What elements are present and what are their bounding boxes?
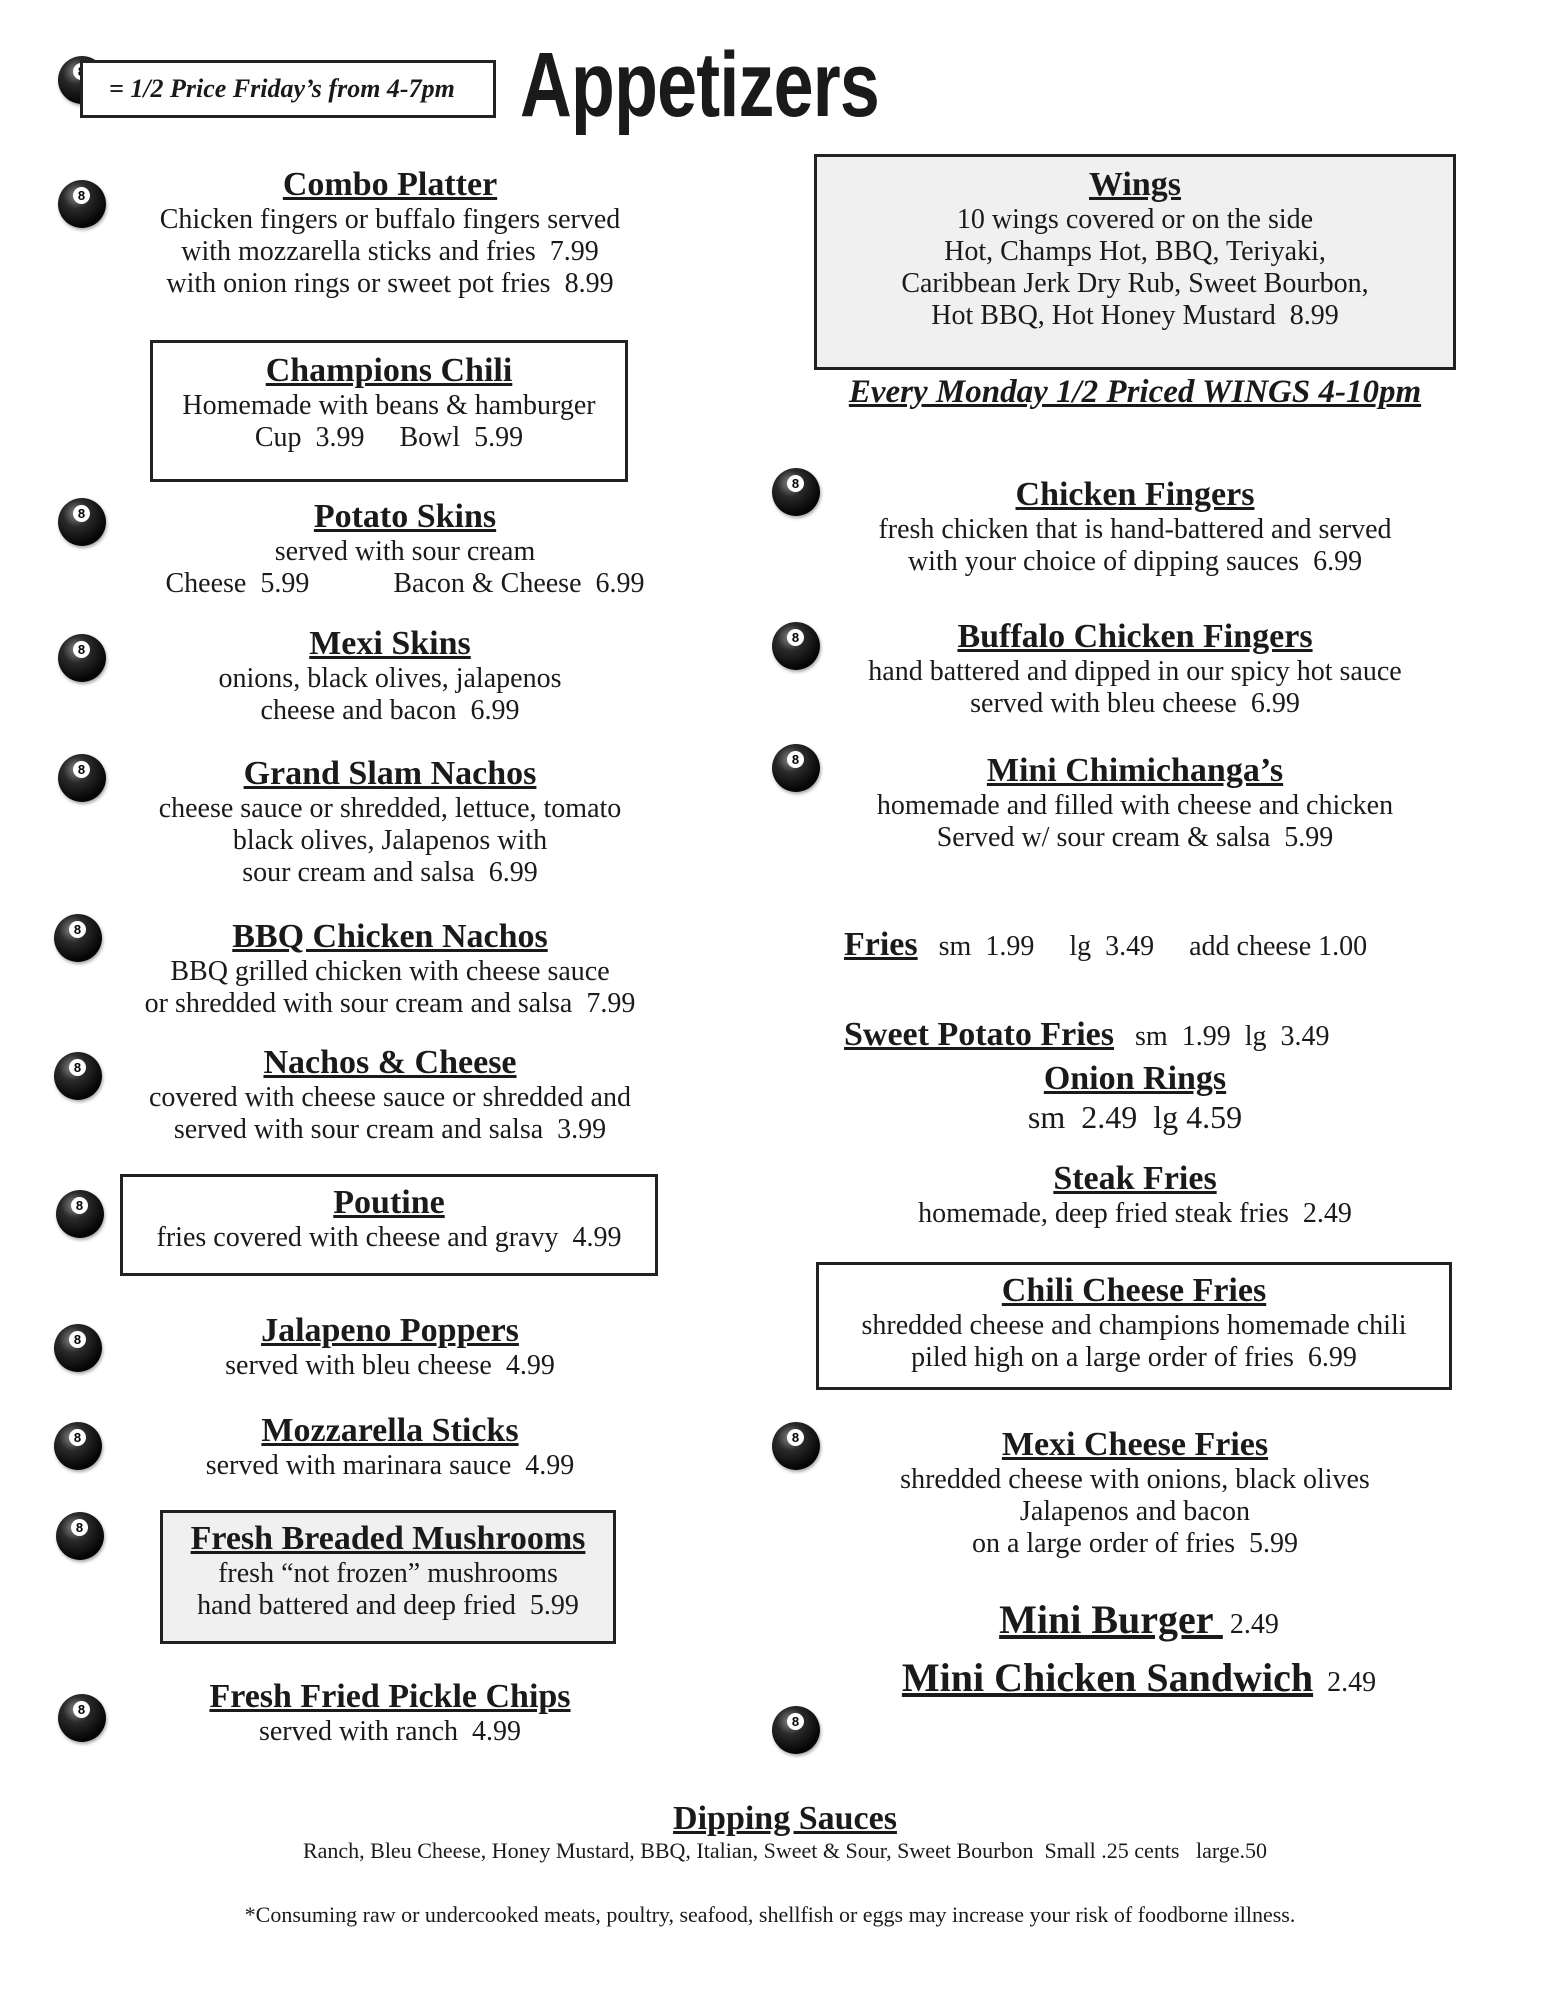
menu-item-chili-cheese-fries: Chili Cheese Fries shredded cheese and champions homemade chili piled high on a large order of fries 6.99 bbox=[861, 1272, 1407, 1373]
menu-item-potato-skins: Potato Skins served with sour cream Cheese 5.99 Bacon & Cheese 6.99 bbox=[165, 498, 645, 599]
dipping-sauces-list: Ranch, Bleu Cheese, Honey Mustard, BBQ, Italian, Sweet & Sour, Sweet Bourbon Small .25 cents large.50 bbox=[302, 1838, 1268, 1863]
menu-item-jalapeno-poppers: Jalapeno Poppers served with bleu cheese 4.99 bbox=[225, 1312, 555, 1381]
dipping-sauces-title: Dipping Sauces bbox=[673, 1800, 897, 1837]
eight-ball-icon bbox=[58, 754, 106, 802]
menu-item-mexi-skins: Mexi Skins onions, black olives, jalapenos cheese and bacon 6.99 bbox=[218, 625, 562, 726]
menu-item-grand-slam-nachos: Grand Slam Nachos cheese sauce or shredded, lettuce, tomato black olives, Jalapenos with sour cream and salsa 6.99 bbox=[158, 755, 622, 888]
eight-ball-icon bbox=[772, 622, 820, 670]
eight-ball-icon bbox=[54, 1422, 102, 1470]
menu-item-bbq-chicken-nachos: BBQ Chicken Nachos BBQ grilled chicken with cheese sauce or shredded with sour cream and salsa 7.99 bbox=[144, 918, 636, 1019]
menu-item-steak-fries: Steak Fries homemade, deep fried steak fries 2.49 bbox=[918, 1160, 1352, 1229]
menu-item-chicken-fingers: Chicken Fingers fresh chicken that is hand-battered and served with your choice of dipping sauces 6.99 bbox=[878, 476, 1392, 577]
menu-item-onion-rings: Onion Rings sm 2.49 lg 4.59 bbox=[1027, 1060, 1243, 1135]
menu-item-combo-platter: Combo Platter Chicken fingers or buffalo fingers served with mozzarella sticks and fries 7.99 with onion rings or sweet pot fries 8.99 bbox=[159, 166, 621, 299]
eight-ball-icon bbox=[772, 744, 820, 792]
menu-item-nachos-cheese: Nachos & Cheese covered with cheese sauce or shredded and served with sour cream and salsa 3.99 bbox=[148, 1044, 631, 1145]
menu-item-fries: Fries sm 1.99 lg 3.49 add cheese 1.00 bbox=[844, 926, 1368, 963]
eight-ball-icon bbox=[56, 1190, 104, 1238]
page-title: Appetizers bbox=[520, 34, 880, 136]
food-safety-disclaimer: *Consuming raw or undercooked meats, poultry, seafood, shellfish or eggs may increase your risk of foodborne illness. bbox=[244, 1902, 1296, 1927]
menu-item-mini-chicken-sandwich: Mini Chicken Sandwich 2.49 bbox=[901, 1655, 1377, 1700]
menu-item-fresh-fried-pickle-chips: Fresh Fried Pickle Chips served with ranch 4.99 bbox=[209, 1678, 571, 1747]
menu-item-sweet-potato-fries: Sweet Potato Fries sm 1.99 lg 3.49 bbox=[844, 1016, 1330, 1053]
menu-item-champions-chili: Champions Chili Homemade with beans & hamburger Cup 3.99 Bowl 5.99 bbox=[182, 352, 596, 453]
menu-item-fresh-breaded-mushrooms: Fresh Breaded Mushrooms fresh “not frozen” mushrooms hand battered and deep fried 5.99 bbox=[190, 1520, 586, 1621]
eight-ball-icon bbox=[58, 634, 106, 682]
half-price-legend: = 1/2 Price Friday’s from 4-7pm bbox=[80, 60, 496, 118]
eight-ball-icon bbox=[58, 498, 106, 546]
monday-wings-promo: Every Monday 1/2 Priced WINGS 4-10pm bbox=[848, 374, 1422, 410]
eight-ball-icon bbox=[772, 1706, 820, 1754]
eight-ball-icon bbox=[54, 1052, 102, 1100]
menu-item-buffalo-chicken-fingers: Buffalo Chicken Fingers hand battered and dipped in our spicy hot sauce served with bleu cheese 6.99 bbox=[868, 618, 1402, 719]
eight-ball-icon bbox=[772, 468, 820, 516]
menu-item-mini-chimichangas: Mini Chimichanga’s homemade and filled with cheese and chicken Served w/ sour cream & salsa 5.99 bbox=[876, 752, 1394, 853]
eight-ball-icon bbox=[58, 1694, 106, 1742]
eight-ball-icon bbox=[54, 1324, 102, 1372]
menu-item-mozzarella-sticks: Mozzarella Sticks served with marinara sauce 4.99 bbox=[205, 1412, 575, 1481]
menu-item-wings: Wings 10 wings covered or on the side Hot, Champs Hot, BBQ, Teriyaki, Caribbean Jerk Dry Rub, Sweet Bourbon, Hot BBQ, Hot Honey Mustard 8.99 bbox=[901, 166, 1369, 331]
eight-ball-icon bbox=[54, 914, 102, 962]
eight-ball-icon bbox=[56, 1512, 104, 1560]
menu-item-mini-burger: Mini Burger 2.49 bbox=[999, 1597, 1279, 1642]
menu-item-mexi-cheese-fries: Mexi Cheese Fries shredded cheese with onions, black olives Jalapenos and bacon on a large order of fries 5.99 bbox=[900, 1426, 1370, 1559]
eight-ball-icon bbox=[58, 180, 106, 228]
menu-item-poutine: Poutine fries covered with cheese and gravy 4.99 bbox=[156, 1184, 622, 1253]
eight-ball-icon bbox=[772, 1422, 820, 1470]
